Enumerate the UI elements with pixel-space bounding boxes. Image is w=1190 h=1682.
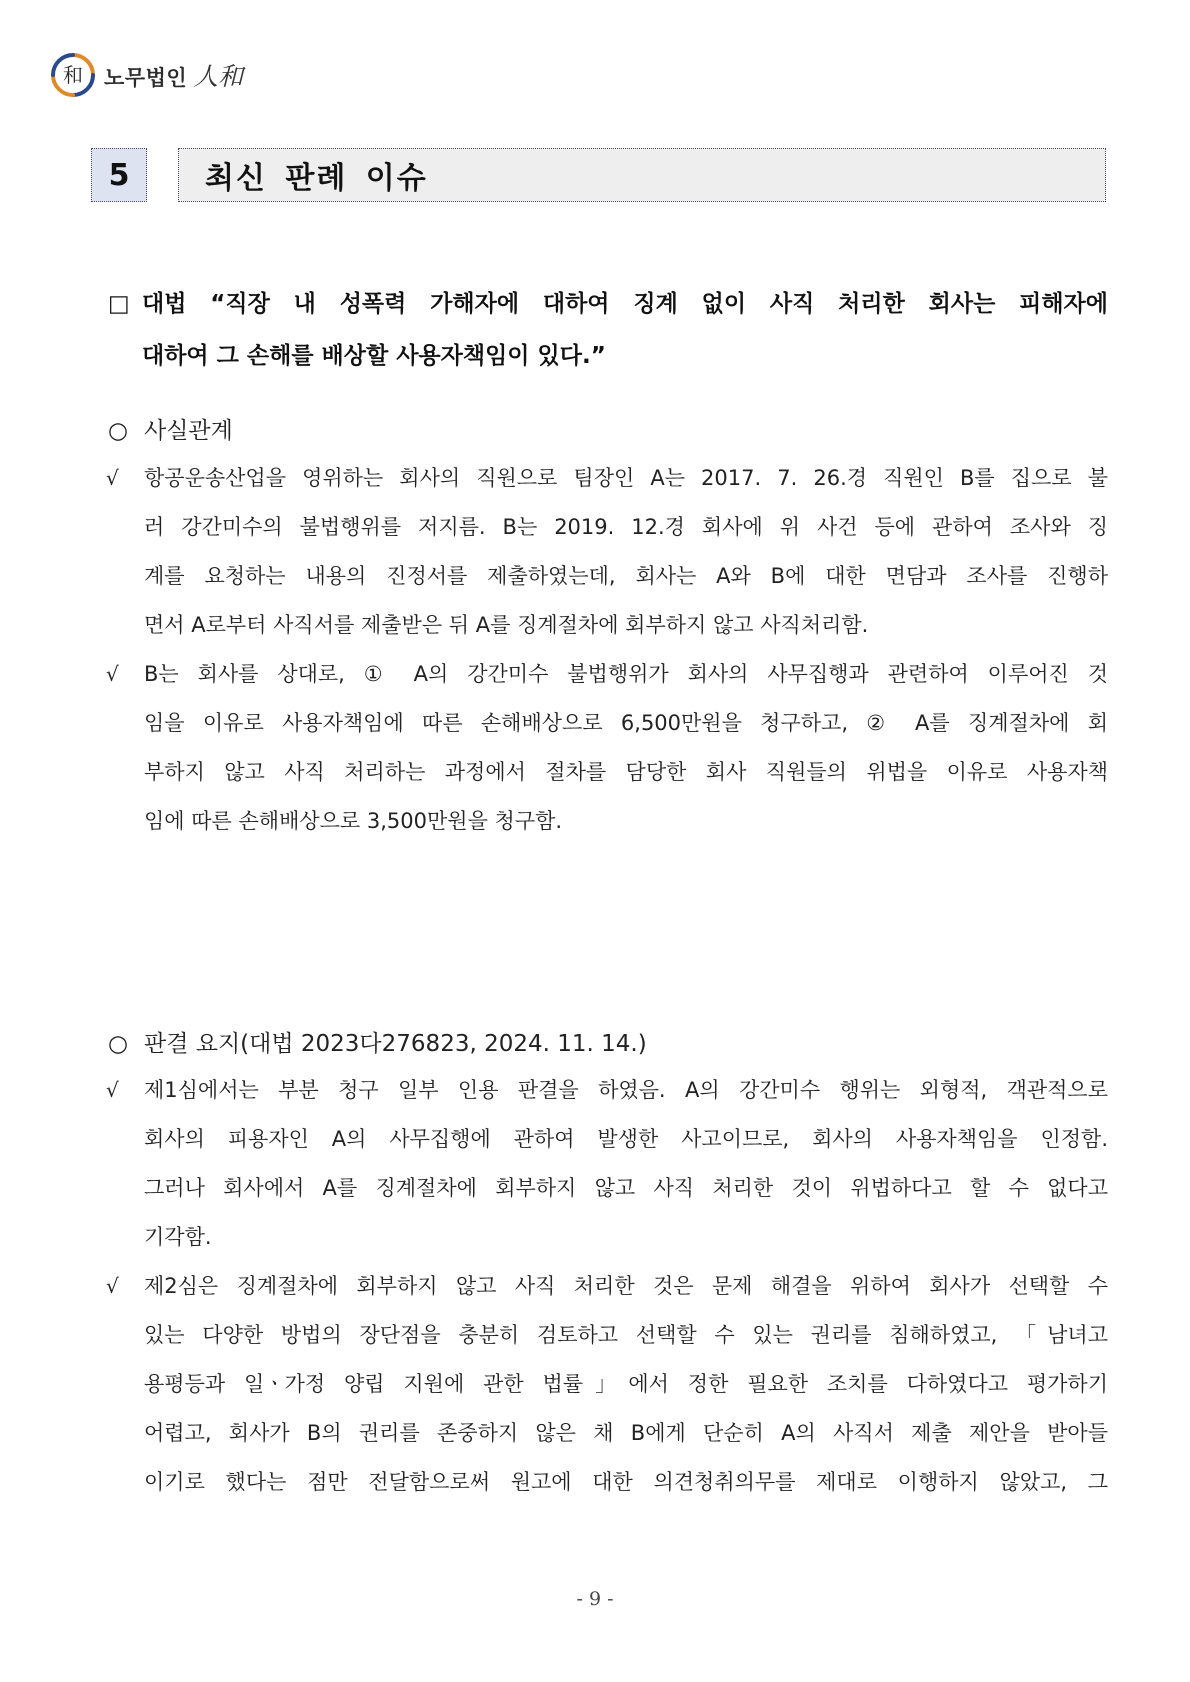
circle-bullet-icon: ○ (108, 418, 129, 444)
square-bullet-icon: □ (108, 291, 130, 317)
facts-item-2-line-3: 부하지 않고 사직 처리하는 과정에서 절차를 담당한 회사 직원들의 위법을 이유로 사용자책 (144, 760, 1108, 784)
ruling-item-2 (106, 1262, 1108, 1507)
circle-bullet-icon: ○ (108, 1031, 129, 1057)
logo-char: 和 (63, 63, 83, 87)
facts-item-1-line-3: 계를 요청하는 내용의 진정서를 제출하였는데, 회사는 A와 B에 대한 면담과 조사를 진행하 (144, 564, 1108, 588)
facts-item-2-line-1: B는 회사를 상대로, ① A의 강간미수 불법행위가 회사의 사무집행과 관련하여 이루어진 것 (144, 662, 1108, 686)
ruling-item-1-line-1: 제1심에서는 부분 청구 일부 인용 판결을 하였음. A의 강간미수 행위는 외형적, 객관적으로 (144, 1078, 1108, 1102)
facts-heading (108, 412, 233, 445)
headline-text-1: 대법 “직장 내 성폭력 가해자에 대하여 징계 없이 사직 처리한 회사는 피해자에 (142, 291, 1108, 317)
brand (104, 57, 243, 93)
facts-item-2-line-4: 임에 따른 손해배상으로 3,500만원을 청구함. (144, 809, 563, 833)
headline-line-1 (108, 278, 1108, 330)
facts-item-1-line-2: 러 강간미수의 불법행위를 저지름. B는 2019. 12.경 회사에 위 사건 등에 관하여 조사와 징 (144, 515, 1108, 539)
firm-logo-icon (50, 52, 96, 98)
ruling-heading (108, 1025, 647, 1058)
ruling-item-1-line-3: 그러나 회사에서 A를 징계절차에 회부하지 않고 사직 처리한 것이 위법하다고 할 수 없다고 (144, 1176, 1108, 1200)
check-bullet-icon: √ (106, 662, 119, 686)
facts-item-2-line-2: 임을 이유로 사용자책임에 따른 손해배상으로 6,500만원을 청구하고, ② A를 징계절차에 회 (144, 711, 1108, 735)
firm-name: 노무법인 (104, 66, 188, 90)
facts-heading-text: 사실관계 (144, 418, 233, 444)
check-bullet-icon: √ (106, 1078, 119, 1102)
ruling-item-2-line-3: 용평등과 일ㆍ가정 양립 지원에 관한 법률」에서 정한 필요한 조치를 다하였다고 평가하기 (144, 1372, 1108, 1396)
ruling-item-1-line-4: 기각함. (144, 1225, 212, 1249)
ruling-item-2-line-1: 제2심은 징계절차에 회부하지 않고 사직 처리한 것은 문제 해결을 위하여 회사가 선택할 수 (144, 1274, 1108, 1298)
section-title: 최신 판례 이슈 (205, 161, 428, 196)
check-bullet-icon: √ (106, 466, 119, 490)
facts-item-2 (106, 650, 1108, 846)
ruling-item-2-line-5: 이기로 했다는 점만 전달함으로써 원고에 대한 의견청취의무를 제대로 이행하지 않았고, 그 (144, 1470, 1108, 1494)
facts-item-1-line-1: 항공운송산업을 영위하는 회사의 직원으로 팀장인 A는 2017. 7. 26.경 직원인 B를 집으로 불 (144, 466, 1108, 490)
headline-line-2: 대하여 그 손해를 배상할 사용자책임이 있다.” (142, 343, 606, 369)
page-number: - 9 - (576, 1588, 614, 1610)
ruling-item-1-line-2: 회사의 피용자인 A의 사무집행에 관하여 발생한 사고이므로, 회사의 사용자책임을 인정함. (144, 1127, 1108, 1151)
ruling-item-1 (106, 1066, 1108, 1262)
firm-hanja: 人和 (193, 62, 244, 91)
ruling-heading-text: 판결 요지(대법 2023다276823, 2024. 11. 14.) (144, 1031, 647, 1057)
check-bullet-icon: √ (106, 1274, 119, 1298)
case-headline (108, 278, 1108, 382)
ruling-item-2-line-2: 있는 다양한 방법의 장단점을 충분히 검토하고 선택할 수 있는 권리를 침해하였고, 「남녀고 (144, 1323, 1108, 1347)
section-title-box (178, 148, 1106, 202)
ruling-item-2-line-4: 어렵고, 회사가 B의 권리를 존중하지 않은 채 B에게 단순히 A의 사직서 제출 제안을 받아들 (144, 1421, 1108, 1445)
section-number: 5 (91, 148, 147, 202)
firm-header (50, 50, 243, 100)
facts-item-1-line-4: 면서 A로부터 사직서를 제출받은 뒤 A를 징계절차에 회부하지 않고 사직처리함. (144, 613, 869, 637)
facts-item-1 (106, 454, 1108, 650)
